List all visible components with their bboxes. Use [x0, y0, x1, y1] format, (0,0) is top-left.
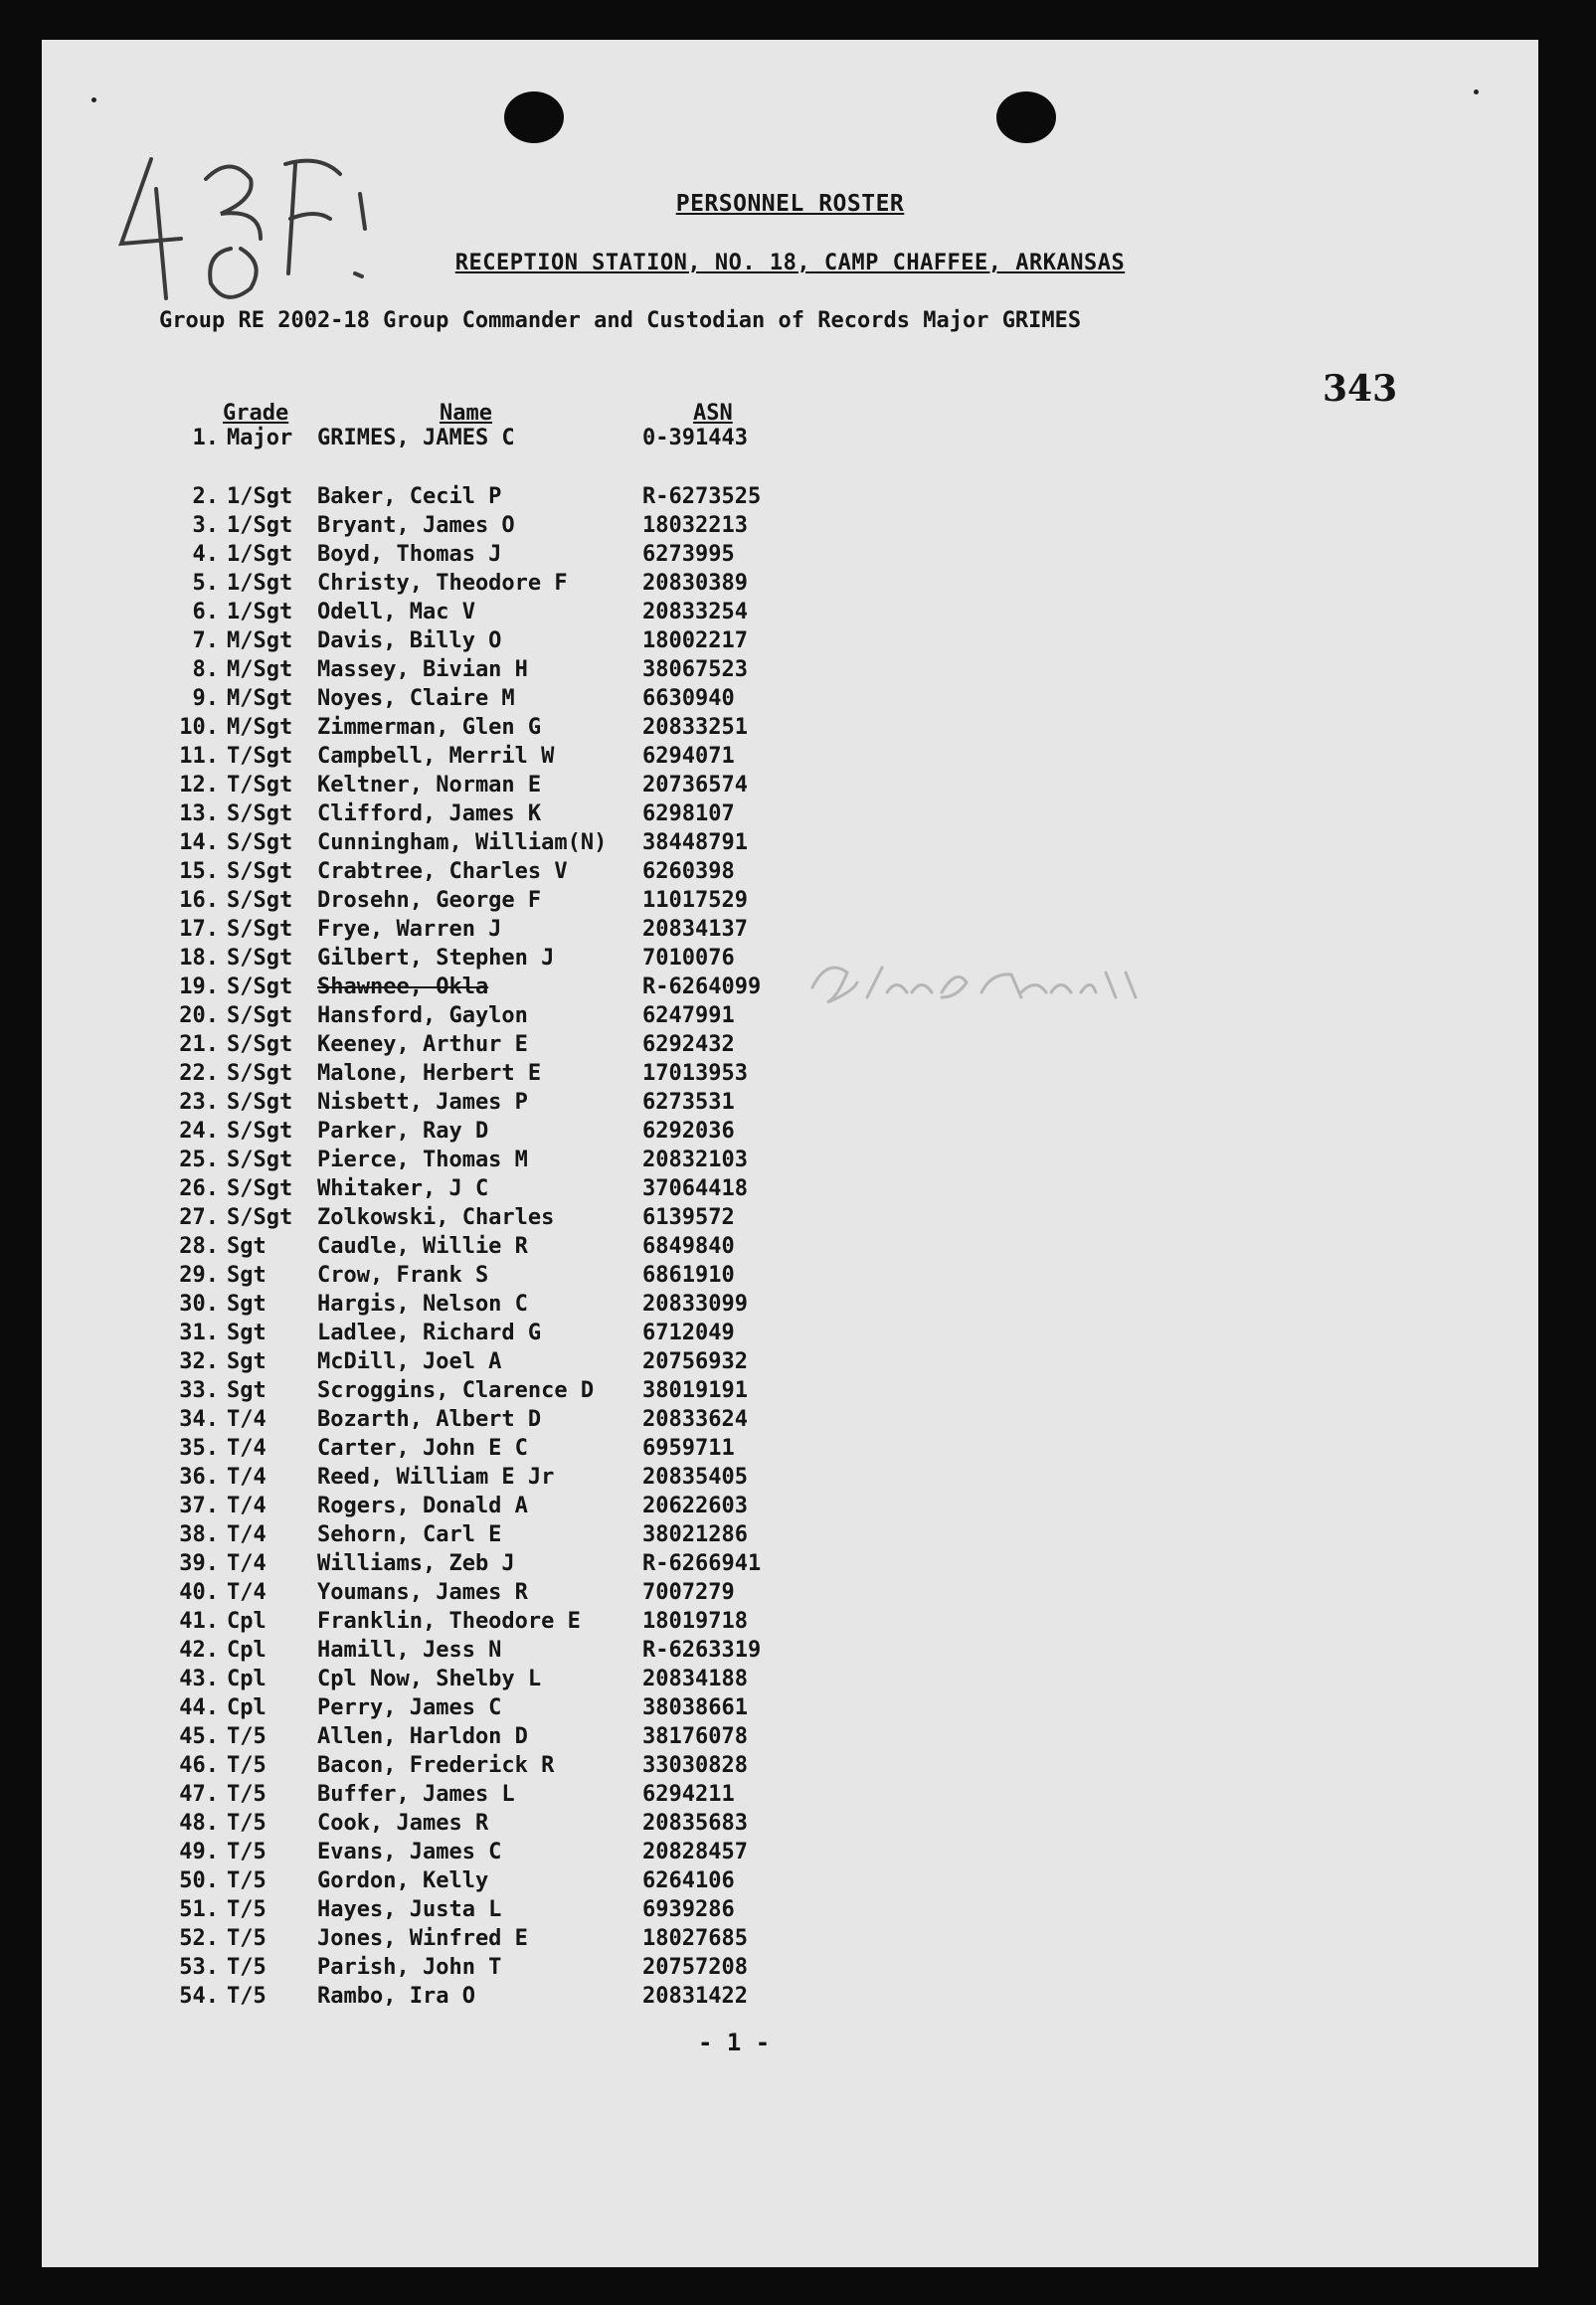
roster-name: Buffer, James L	[317, 1782, 515, 1807]
roster-asn: 20833624	[642, 1407, 748, 1432]
roster-asn: 6273995	[642, 542, 735, 567]
roster-name: Drosehn, George F	[317, 888, 542, 913]
roster-num: 25.	[179, 1148, 219, 1172]
roster-grade: S/Sgt	[227, 1176, 293, 1201]
roster-num: 20.	[179, 1003, 219, 1028]
roster-name: Malone, Herbert E	[317, 1061, 542, 1086]
roster-grade: T/4	[227, 1522, 266, 1547]
page-number: - 1 -	[698, 2029, 771, 2056]
roster-grade: S/Sgt	[227, 1032, 293, 1057]
roster-num: 8.	[192, 657, 219, 682]
roster-num: 30.	[179, 1292, 219, 1317]
roster-asn: 18002217	[642, 628, 748, 653]
roster-num: 6.	[192, 600, 219, 624]
roster-num: 1.	[192, 426, 219, 450]
roster-name: Hayes, Justa L	[317, 1897, 502, 1922]
roster-grade: S/Sgt	[227, 859, 293, 884]
roster-num: 2.	[192, 484, 219, 509]
roster-num: 13.	[179, 801, 219, 826]
roster-asn: 38019191	[642, 1378, 748, 1403]
roster-grade: T/5	[227, 1840, 266, 1864]
roster-grade: M/Sgt	[227, 715, 293, 740]
roster-num: 18.	[179, 946, 219, 971]
roster-name: Whitaker, J C	[317, 1176, 489, 1201]
roster-page	[42, 40, 1538, 2267]
roster-num: 9.	[192, 686, 219, 711]
roster-name: Davis, Billy O	[317, 628, 502, 653]
roster-asn: 38176078	[642, 1724, 748, 1749]
roster-grade: S/Sgt	[227, 1061, 293, 1086]
roster-grade: Sgt	[227, 1234, 266, 1259]
roster-name: Zimmerman, Glen G	[317, 715, 542, 740]
roster-name: Bryant, James O	[317, 513, 515, 538]
roster-name: Massey, Bivian H	[317, 657, 528, 682]
roster-asn: 20831422	[642, 1984, 748, 2009]
roster-name: Hamill, Jess N	[317, 1638, 502, 1663]
roster-name: Crow, Frank S	[317, 1263, 489, 1288]
roster-name: Cook, James R	[317, 1811, 489, 1836]
handwritten-note	[111, 149, 449, 308]
roster-grade: S/Sgt	[227, 1119, 293, 1144]
roster-asn: 20828457	[642, 1840, 748, 1864]
roster-asn: 20830389	[642, 571, 748, 596]
roster-asn: 18032213	[642, 513, 748, 538]
roster-num: 28.	[179, 1234, 219, 1259]
roster-num: 42.	[179, 1638, 219, 1663]
roster-asn: 6292036	[642, 1119, 735, 1144]
roster-name: Boyd, Thomas J	[317, 542, 502, 567]
roster-name: Frye, Warren J	[317, 917, 502, 942]
roster-name: Crabtree, Charles V	[317, 859, 568, 884]
roster-grade: M/Sgt	[227, 657, 293, 682]
roster-grade: S/Sgt	[227, 975, 293, 999]
roster-grade: Sgt	[227, 1292, 266, 1317]
roster-num: 5.	[192, 571, 219, 596]
roster-asn: 20622603	[642, 1494, 748, 1518]
roster-num: 39.	[179, 1551, 219, 1576]
roster-num: 4.	[192, 542, 219, 567]
roster-grade: Sgt	[227, 1349, 266, 1374]
column-header-asn: ASN	[693, 401, 733, 426]
roster-grade: T/5	[227, 1897, 266, 1922]
roster-num: 10.	[179, 715, 219, 740]
roster-asn: 6849840	[642, 1234, 735, 1259]
roster-num: 49.	[179, 1840, 219, 1864]
roster-grade: S/Sgt	[227, 917, 293, 942]
roster-grade: T/4	[227, 1465, 266, 1490]
roster-grade: T/4	[227, 1407, 266, 1432]
roster-asn: 33030828	[642, 1753, 748, 1778]
roster-name: Christy, Theodore F	[317, 571, 568, 596]
roster-num: 7.	[192, 628, 219, 653]
roster-grade: Cpl	[227, 1695, 266, 1720]
roster-asn: 0-391443	[642, 426, 748, 450]
roster-grade: T/4	[227, 1580, 266, 1605]
roster-asn: 20834188	[642, 1667, 748, 1691]
roster-num: 37.	[179, 1494, 219, 1518]
roster-name: Rambo, Ira O	[317, 1984, 475, 2009]
roster-grade: T/Sgt	[227, 773, 293, 798]
roster-grade: Sgt	[227, 1263, 266, 1288]
roster-name: McDill, Joel A	[317, 1349, 502, 1374]
roster-num: 29.	[179, 1263, 219, 1288]
roster-name: Rogers, Donald A	[317, 1494, 528, 1518]
roster-name: Shawnee, Okla	[317, 975, 489, 999]
roster-asn: 6260398	[642, 859, 735, 884]
roster-grade: S/Sgt	[227, 1205, 293, 1230]
group-line: Group RE 2002-18 Group Commander and Custodian of Records Major GRIMES	[159, 308, 1082, 333]
roster-num: 14.	[179, 830, 219, 855]
roster-name: Odell, Mac V	[317, 600, 475, 624]
roster-asn: 20833099	[642, 1292, 748, 1317]
roster-name: Parish, John T	[317, 1955, 502, 1980]
roster-name: Youmans, James R	[317, 1580, 528, 1605]
roster-grade: Sgt	[227, 1321, 266, 1345]
roster-asn: 11017529	[642, 888, 748, 913]
roster-title: PERSONNEL ROSTER	[675, 191, 905, 217]
roster-grade: Cpl	[227, 1609, 266, 1634]
roster-name: Pierce, Thomas M	[317, 1148, 528, 1172]
roster-num: 43.	[179, 1667, 219, 1691]
roster-num: 51.	[179, 1897, 219, 1922]
roster-grade: T/5	[227, 1955, 266, 1980]
roster-name: Bozarth, Albert D	[317, 1407, 542, 1432]
roster-num: 31.	[179, 1321, 219, 1345]
roster-asn: 20835405	[642, 1465, 748, 1490]
roster-name: Carter, John E C	[317, 1436, 528, 1461]
roster-grade: S/Sgt	[227, 1148, 293, 1172]
roster-num: 35.	[179, 1436, 219, 1461]
roster-num: 22.	[179, 1061, 219, 1086]
roster-num: 47.	[179, 1782, 219, 1807]
roster-asn: 18019718	[642, 1609, 748, 1634]
roster-num: 38.	[179, 1522, 219, 1547]
roster-num: 17.	[179, 917, 219, 942]
roster-asn: 6264106	[642, 1868, 735, 1893]
roster-num: 11.	[179, 744, 219, 769]
roster-num: 12.	[179, 773, 219, 798]
roster-name: Gordon, Kelly	[317, 1868, 489, 1893]
roster-asn: 20833251	[642, 715, 748, 740]
roster-name: Zolkowski, Charles	[317, 1205, 555, 1230]
roster-name: Scroggins, Clarence D	[317, 1378, 595, 1403]
roster-asn: 6712049	[642, 1321, 735, 1345]
roster-grade: 1/Sgt	[227, 571, 293, 596]
roster-num: 26.	[179, 1176, 219, 1201]
punch-hole-right	[996, 91, 1056, 143]
roster-num: 34.	[179, 1407, 219, 1432]
roster-num: 24.	[179, 1119, 219, 1144]
roster-grade: S/Sgt	[227, 888, 293, 913]
roster-name: Evans, James C	[317, 1840, 502, 1864]
roster-asn: 6298107	[642, 801, 735, 826]
roster-asn: 20736574	[642, 773, 748, 798]
roster-name: Cunningham, William(N)	[317, 830, 608, 855]
roster-name: Jones, Winfred E	[317, 1926, 528, 1951]
column-header-name: Name	[440, 401, 492, 426]
roster-num: 54.	[179, 1984, 219, 2009]
roster-num: 52.	[179, 1926, 219, 1951]
roster-name: Perry, James C	[317, 1695, 502, 1720]
roster-name: GRIMES, JAMES C	[317, 426, 515, 450]
speck	[91, 97, 96, 102]
roster-grade: T/5	[227, 1753, 266, 1778]
roster-name: Cpl Now, Shelby L	[317, 1667, 542, 1691]
roster-name: Sehorn, Carl E	[317, 1522, 502, 1547]
roster-grade: T/4	[227, 1494, 266, 1518]
roster-grade: Major	[227, 426, 293, 450]
roster-asn: 20834137	[642, 917, 748, 942]
roster-num: 36.	[179, 1465, 219, 1490]
roster-grade: 1/Sgt	[227, 513, 293, 538]
roster-asn: R-6273525	[642, 484, 762, 509]
roster-asn: 38038661	[642, 1695, 748, 1720]
roster-name: Williams, Zeb J	[317, 1551, 515, 1576]
roster-grade: T/5	[227, 1984, 266, 2009]
roster-grade: T/5	[227, 1868, 266, 1893]
roster-grade: T/5	[227, 1926, 266, 1951]
roster-asn: 18027685	[642, 1926, 748, 1951]
roster-grade: T/4	[227, 1436, 266, 1461]
roster-asn: 6630940	[642, 686, 735, 711]
roster-grade: M/Sgt	[227, 686, 293, 711]
roster-num: 19.	[179, 975, 219, 999]
roster-grade: Cpl	[227, 1667, 266, 1691]
roster-num: 41.	[179, 1609, 219, 1634]
roster-grade: T/5	[227, 1724, 266, 1749]
roster-name: Clifford, James K	[317, 801, 542, 826]
roster-grade: S/Sgt	[227, 1090, 293, 1115]
roster-name: Allen, Harldon D	[317, 1724, 528, 1749]
roster-num: 32.	[179, 1349, 219, 1374]
roster-name: Nisbett, James P	[317, 1090, 528, 1115]
roster-grade: T/Sgt	[227, 744, 293, 769]
roster-num: 21.	[179, 1032, 219, 1057]
roster-asn: R-6266941	[642, 1551, 762, 1576]
roster-name: Hargis, Nelson C	[317, 1292, 528, 1317]
roster-asn: 6861910	[642, 1263, 735, 1288]
roster-asn: 6959711	[642, 1436, 735, 1461]
roster-name: Franklin, Theodore E	[317, 1609, 581, 1634]
roster-asn: 17013953	[642, 1061, 748, 1086]
roster-num: 40.	[179, 1580, 219, 1605]
column-header-grade: Grade	[223, 401, 289, 426]
roster-asn: 7007279	[642, 1580, 735, 1605]
roster-num: 53.	[179, 1955, 219, 1980]
roster-name: Hansford, Gaylon	[317, 1003, 528, 1028]
roster-grade: 1/Sgt	[227, 542, 293, 567]
roster-name: Keltner, Norman E	[317, 773, 542, 798]
roster-num: 27.	[179, 1205, 219, 1230]
speck	[1474, 89, 1479, 94]
roster-grade: T/5	[227, 1782, 266, 1807]
roster-asn: 20835683	[642, 1811, 748, 1836]
roster-subtitle: RECEPTION STATION, NO. 18, CAMP CHAFFEE, ARKANSAS	[454, 251, 1126, 275]
roster-grade: S/Sgt	[227, 946, 293, 971]
roster-num: 50.	[179, 1868, 219, 1893]
roster-grade: Cpl	[227, 1638, 266, 1663]
roster-num: 15.	[179, 859, 219, 884]
roster-asn: 6292432	[642, 1032, 735, 1057]
roster-asn: 6294071	[642, 744, 735, 769]
roster-num: 45.	[179, 1724, 219, 1749]
roster-asn: 20832103	[642, 1148, 748, 1172]
roster-name: Bacon, Frederick R	[317, 1753, 555, 1778]
roster-grade: S/Sgt	[227, 830, 293, 855]
roster-grade: S/Sgt	[227, 1003, 293, 1028]
pencil-annotation	[807, 953, 1205, 1022]
roster-asn: 6139572	[642, 1205, 735, 1230]
roster-grade: S/Sgt	[227, 801, 293, 826]
roster-name: Baker, Cecil P	[317, 484, 502, 509]
roster-grade: Sgt	[227, 1378, 266, 1403]
roster-name: Caudle, Willie R	[317, 1234, 528, 1259]
roster-name: Reed, William E Jr	[317, 1465, 555, 1490]
roster-num: 33.	[179, 1378, 219, 1403]
roster-asn: 6939286	[642, 1897, 735, 1922]
roster-name: Campbell, Merril W	[317, 744, 555, 769]
roster-grade: M/Sgt	[227, 628, 293, 653]
roster-grade: T/4	[227, 1551, 266, 1576]
roster-grade: T/5	[227, 1811, 266, 1836]
roster-asn: 38448791	[642, 830, 748, 855]
roster-num: 44.	[179, 1695, 219, 1720]
roster-asn: 38067523	[642, 657, 748, 682]
roster-grade: 1/Sgt	[227, 484, 293, 509]
roster-grade: 1/Sgt	[227, 600, 293, 624]
stamped-page-number: 343	[1323, 368, 1398, 410]
roster-asn: 7010076	[642, 946, 735, 971]
roster-asn: 38021286	[642, 1522, 748, 1547]
roster-name: Noyes, Claire M	[317, 686, 515, 711]
roster-name: Ladlee, Richard G	[317, 1321, 542, 1345]
roster-asn: R-6264099	[642, 975, 762, 999]
roster-asn: 6273531	[642, 1090, 735, 1115]
roster-asn: 20833254	[642, 600, 748, 624]
roster-name: Parker, Ray D	[317, 1119, 489, 1144]
roster-name: Keeney, Arthur E	[317, 1032, 528, 1057]
roster-asn: 20757208	[642, 1955, 748, 1980]
roster-asn: R-6263319	[642, 1638, 762, 1663]
roster-name: Gilbert, Stephen J	[317, 946, 555, 971]
roster-asn: 6294211	[642, 1782, 735, 1807]
roster-num: 46.	[179, 1753, 219, 1778]
roster-asn: 6247991	[642, 1003, 735, 1028]
roster-num: 3.	[192, 513, 219, 538]
roster-num: 16.	[179, 888, 219, 913]
roster-num: 48.	[179, 1811, 219, 1836]
roster-asn: 37064418	[642, 1176, 748, 1201]
punch-hole-left	[504, 91, 564, 143]
roster-asn: 20756932	[642, 1349, 748, 1374]
roster-num: 23.	[179, 1090, 219, 1115]
